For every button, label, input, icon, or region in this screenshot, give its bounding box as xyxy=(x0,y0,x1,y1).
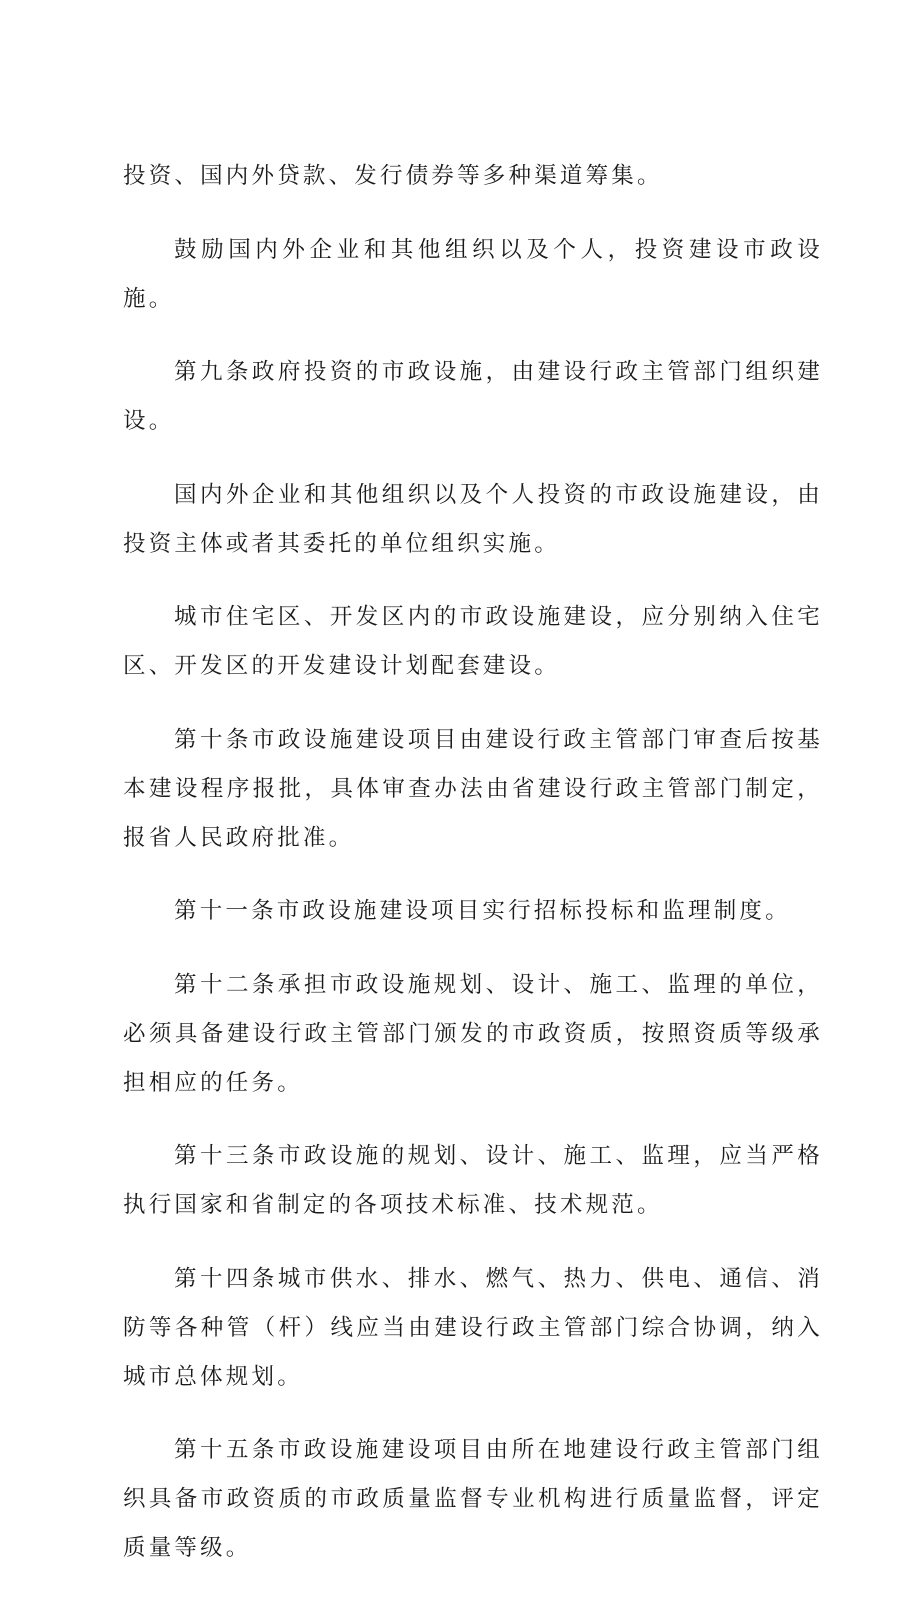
paragraph-article-13: 第十三条市政设施的规划、设计、施工、监理，应当严格执行国家和省制定的各项技术标准、技术规范。 xyxy=(123,1143,823,1218)
document-body xyxy=(123,152,823,1598)
paragraph-article-12: 第十二条承担市政设施规划、设计、施工、监理的单位，必须具备建设行政主管部门颁发的市政资质，按照资质等级承担相应的任务。 xyxy=(123,971,823,1096)
paragraph-article-15: 第十五条市政设施建设项目由所在地建设行政主管部门组织具备市政资质的市政质量监督专业机构进行质量监督，评定质量等级。 xyxy=(123,1437,823,1561)
paragraph: 鼓励国内外企业和其他组织以及个人，投资建设市政设施。 xyxy=(123,236,823,312)
paragraph-article-9: 第九条政府投资的市政设施，由建设行政主管部门组织建设。 xyxy=(123,359,823,434)
paragraph-article-11: 第十一条市政设施建设项目实行招标投标和监理制度。 xyxy=(174,898,791,924)
paragraph-continuation: 投资、国内外贷款、发行债券等多种渠道筹集。 xyxy=(123,163,663,189)
paragraph: 城市住宅区、开发区内的市政设施建设，应分别纳入住宅区、开发区的开发建设计划配套建设。 xyxy=(123,604,823,679)
paragraph-article-10: 第十条市政设施建设项目由建设行政主管部门审查后按基本建设程序报批，具体审查办法由省建设行政主管部门制定，报省人民政府批准。 xyxy=(123,726,823,851)
paragraph-article-14: 第十四条城市供水、排水、燃气、热力、供电、通信、消防等各种管（杆）线应当由建设行政主管部门综合协调，纳入城市总体规划。 xyxy=(123,1265,823,1390)
paragraph: 国内外企业和其他组织以及个人投资的市政设施建设，由投资主体或者其委托的单位组织实施。 xyxy=(123,481,823,557)
